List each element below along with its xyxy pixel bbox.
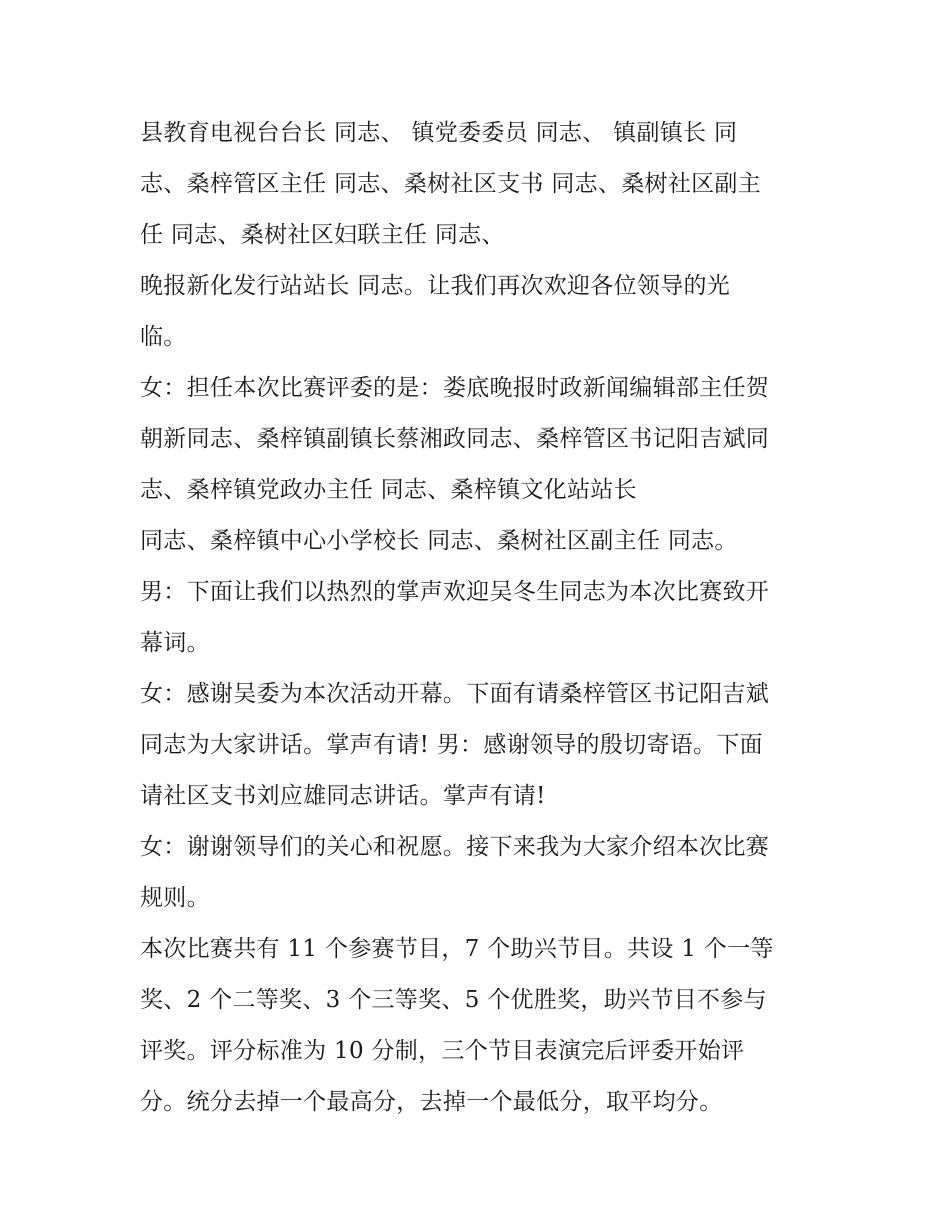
text-line: 同志为大家讲话。掌声有请! 男：感谢领导的殷切寄语。下面 xyxy=(140,732,763,758)
text-line: 县教育电视台台长 同志、 镇党委委员 同志、 镇副镇长 同 xyxy=(140,120,738,146)
text-line: 分。统分去掉一个最高分，去掉一个最低分，取平均分。 xyxy=(140,1089,723,1115)
text-line: 奖、2 个二等奖、3 个三等奖、5 个优胜奖，助兴节目不参与 xyxy=(140,987,767,1013)
text-line: 规则。 xyxy=(140,885,210,911)
text-line: 同志、桑梓镇中心小学校长 同志、桑树社区副主任 同志。 xyxy=(140,528,738,554)
text-line: 朝新同志、桑梓镇副镇长蔡湘政同志、桑梓管区书记阳吉斌同 xyxy=(140,426,770,452)
text-line: 女：感谢吴委为本次活动开幕。下面有请桑梓管区书记阳吉斌 xyxy=(140,681,770,707)
text-line: 临。 xyxy=(140,324,187,350)
text-line: 志、桑梓镇党政办主任 同志、桑梓镇文化站站长 xyxy=(140,477,637,503)
text-line: 晚报新化发行站站长 同志。让我们再次欢迎各位领导的光 xyxy=(140,273,731,299)
text-line: 女：担任本次比赛评委的是：娄底晚报时政新闻编辑部主任贺 xyxy=(140,375,770,401)
text-line: 任 同志、桑树社区妇联主任 同志、 xyxy=(140,222,505,248)
text-line: 男：下面让我们以热烈的掌声欢迎吴冬生同志为本次比赛致开 xyxy=(140,579,770,605)
text-line: 评奖。评分标准为 10 分制，三个节目表演完后评委开始评 xyxy=(140,1038,745,1064)
text-line: 女：谢谢领导们的关心和祝愿。接下来我为大家介绍本次比赛 xyxy=(140,834,770,860)
text-line: 幕词。 xyxy=(140,630,210,656)
text-line: 请社区支书刘应雄同志讲话。掌声有请! xyxy=(140,783,546,809)
text-line: 志、桑梓管区主任 同志、桑树社区支书 同志、桑树社区副主 xyxy=(140,171,762,197)
text-line: 本次比赛共有 11 个参赛节目，7 个助兴节目。共设 1 个一等 xyxy=(140,936,774,962)
document-body xyxy=(140,108,820,1128)
